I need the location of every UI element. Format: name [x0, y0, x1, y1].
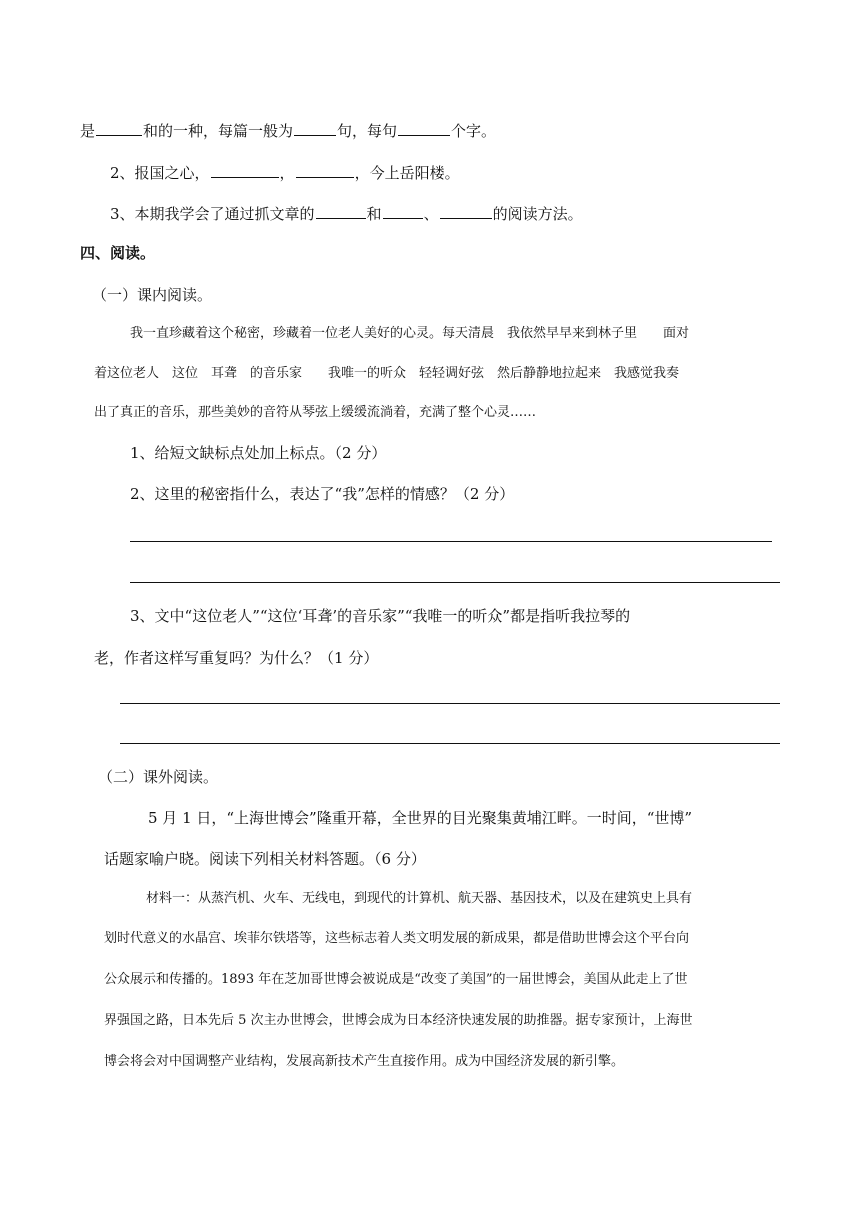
section-heading: 四、阅读。 — [80, 244, 156, 262]
intro-line: 5 月 1 日，“上海世博会”隆重开幕，全世界的目光聚集黄埔江畔。一时间，“世博” — [148, 809, 693, 827]
material-line: 材料一：从蒸汽机、火车、无线电，到现代的计算机、航天器、基因技术，以及在建筑史上具有 — [146, 891, 693, 906]
question-3-line-1: 3、文中“这位老人”“这位‘耳聋’的音乐家”“我唯一的听众”都是指听我拉琴的 — [130, 607, 631, 625]
answer-line[interactable] — [120, 743, 780, 744]
answer-blank[interactable] — [294, 120, 336, 136]
answer-blank[interactable] — [440, 203, 492, 219]
text-segment: 2、报国之心， — [110, 164, 210, 182]
text-segment: 、 — [423, 205, 439, 223]
question-2: 2、这里的秘密指什么，表达了“我”怎样的情感？（2 分） — [130, 485, 515, 503]
text-segment: 的阅读方法。 — [492, 205, 583, 223]
question-1: 1、给短文缺标点处加上标点。（2 分） — [130, 444, 387, 462]
answer-blank[interactable] — [211, 162, 279, 178]
answer-line[interactable] — [130, 582, 780, 583]
material-line: 界强国之路，日本先后 5 次主办世博会，世博会成为日本经济快速发展的助推器。据专家预计，上海世 — [104, 1013, 693, 1028]
text-segment: 和的一种，每篇一般为 — [143, 122, 294, 140]
fill-blank-question-3 — [110, 203, 583, 224]
intro-line: 话题家喻户晓。阅读下列相关材料答题。（6 分） — [104, 850, 426, 868]
part2-heading: （二）课外阅读。 — [98, 768, 219, 786]
answer-line[interactable] — [120, 703, 780, 704]
text-segment: 是 — [80, 122, 96, 140]
answer-blank[interactable] — [316, 203, 366, 219]
fill-blank-question-2 — [110, 162, 460, 183]
text-segment: 和 — [366, 205, 382, 223]
text-segment: 句，每句 — [337, 122, 398, 140]
passage-line: 着这位老人 这位 耳聋 的音乐家 我唯一的听众 轻轻调好弦 然后静静地拉起来 我感觉我奏 — [94, 366, 680, 381]
material-line: 博会将会对中国调整产业结构，发展高新技术产生直接作用。成为中国经济发展的新引擎。 — [104, 1054, 625, 1069]
answer-blank[interactable] — [398, 120, 450, 136]
passage-line: 我一直珍藏着这个秘密，珍藏着一位老人美好的心灵。每天清晨 我依然早早来到林子里 面对 — [130, 326, 690, 341]
passage-line: 出了真正的音乐，那些美妙的音符从琴弦上缓缓流淌着，充满了整个心灵…… — [94, 405, 537, 420]
text-segment: ， — [279, 164, 295, 182]
answer-line[interactable] — [130, 541, 772, 542]
fill-blank-line-1 — [80, 120, 496, 141]
answer-blank[interactable] — [96, 120, 142, 136]
answer-blank[interactable] — [296, 162, 354, 178]
part1-heading: （一）课内阅读。 — [92, 286, 213, 304]
text-segment: 3、本期我学会了通过抓文章的 — [110, 205, 315, 223]
material-line: 划时代意义的水晶宫、埃菲尔铁塔等，这些标志着人类文明发展的新成果，都是借助世博会这个平台向 — [104, 931, 690, 946]
text-segment: 个字。 — [451, 122, 497, 140]
question-3-line-2: 老，作者这样写重复吗？为什么？（1 分） — [94, 649, 379, 667]
material-line: 公众展示和传播的。1893 年在芝加哥世博会被说成是“改变了美国”的一届世博会，美国从此走上了世 — [104, 972, 688, 987]
text-segment: ，今上岳阳楼。 — [354, 164, 460, 182]
answer-blank[interactable] — [383, 203, 423, 219]
